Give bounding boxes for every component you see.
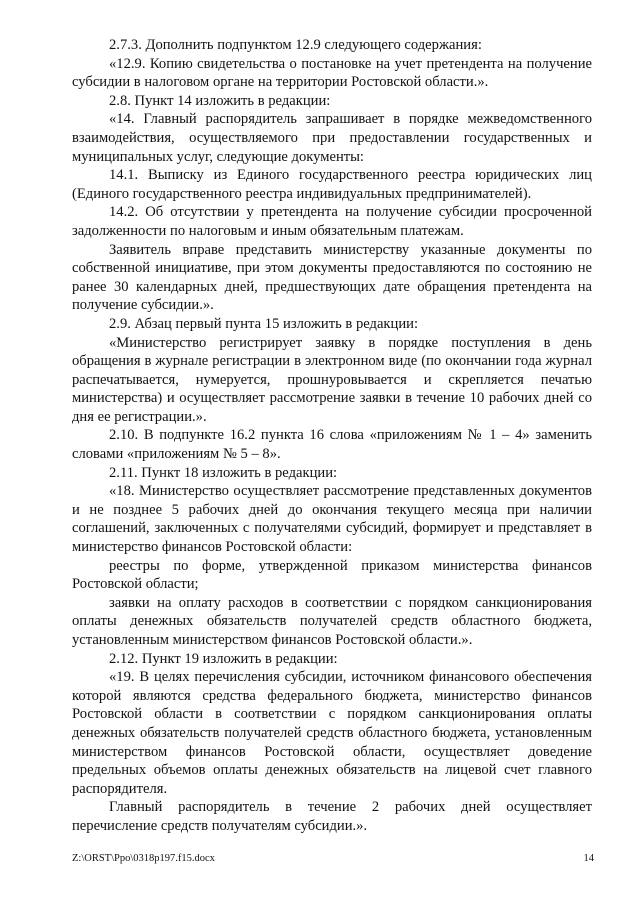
paragraph-chief-administrator: Главный распорядитель в течение 2 рабочих дней осуществляет перечисление средств получателям субсидии.».	[72, 799, 592, 834]
paragraph-2-10: 2.10. В подпункте 16.2 пункта 16 слова «приложениям № 1 – 4» заменить словами «приложениям № 5 – 8».	[72, 427, 592, 463]
paragraph-2-7-3: 2.7.3. Дополнить подпунктом 12.9 следующего содержания:	[109, 37, 482, 53]
document-body	[72, 36, 592, 836]
paragraph-12-9: «12.9. Копию свидетельства о постановке на учет претендента на получение субсидии в налоговом органе на территории Ростовской области.».	[72, 55, 592, 91]
paragraph-2-12: 2.12. Пункт 19 изложить в редакции:	[109, 650, 338, 667]
paragraph-2-8: 2.8. Пункт 14 изложить в редакции:	[109, 92, 331, 109]
footer-file-path: Z:\ORST\Ppo\0318p197.f15.docx	[72, 853, 215, 864]
paragraph-registries: реестры по форме, утвержденной приказом министерства финансов Ростовской области;	[72, 557, 592, 593]
paragraph-19: «19. В целях перечисления субсидии, источником финансового обеспечения которой являются средства федерального бюджета, министерство финансов Ростовской области в соответствии с порядком санкционирования оплаты денежных обязательств получателей средств областного бюджета, установленным министерством финансов Ростовской области, осуществляет доведение предельных объемов оплаты денежных обязательств на лицевой счет главного распорядителя.	[72, 669, 592, 797]
paragraph-2-11: 2.11. Пункт 18 изложить в редакции:	[109, 464, 338, 481]
paragraph-14-2: 14.2. Об отсутствии у претендента на получение субсидии просроченной задолженности по налоговым и иным обязательным платежам.	[72, 204, 592, 239]
paragraph-18: «18. Министерство осуществляет рассмотрение представленных документов и не позднее 5 рабочих дней до окончания текущего месяца при наличии соглашений, заключенных с получателями субсидий, формирует и представляет в министерство финансов Ростовской области:	[72, 483, 592, 556]
paragraph-payment-requests: заявки на оплату расходов в соответствии с порядком санкционирования оплаты денежных обязательств получателей средств областного бюджета, установленным министерством финансов Ростовской области.».	[72, 594, 592, 648]
paragraph-2-9: 2.9. Абзац первый пунта 15 изложить в редакции:	[109, 315, 419, 332]
paragraph-14-1: 14.1. Выписку из Единого государственного реестра юридических лиц (Единого государственного реестра индивидуальных предпринимателей).	[72, 167, 592, 202]
paragraph-applicant-right: Заявитель вправе представить министерству указанные документы по собственной инициативе, при этом документы предоставляются по состоянию не ранее 30 календарных дней, предшествующих дате обращения претендента на получение субсидии.».	[72, 241, 592, 314]
paragraph-ministry-registers: «Министерство регистрирует заявку в порядке поступления в день обращения в журнале регистрации в электронном виде (по окончании года журнал распечатывается, нумеруется, прошнуровывается и скрепляется печатью министерства) и осуществляет рассмотрение заявки в течение 10 рабочих дней со дня ее регистрации.».	[72, 334, 592, 425]
paragraph-14: «14. Главный распорядитель запрашивает в порядке межведомственного взаимодействия, осуществляемого при предоставлении государственных и муниципальных услуг, следующие документы:	[72, 111, 592, 165]
footer-page-number: 14	[583, 853, 594, 864]
